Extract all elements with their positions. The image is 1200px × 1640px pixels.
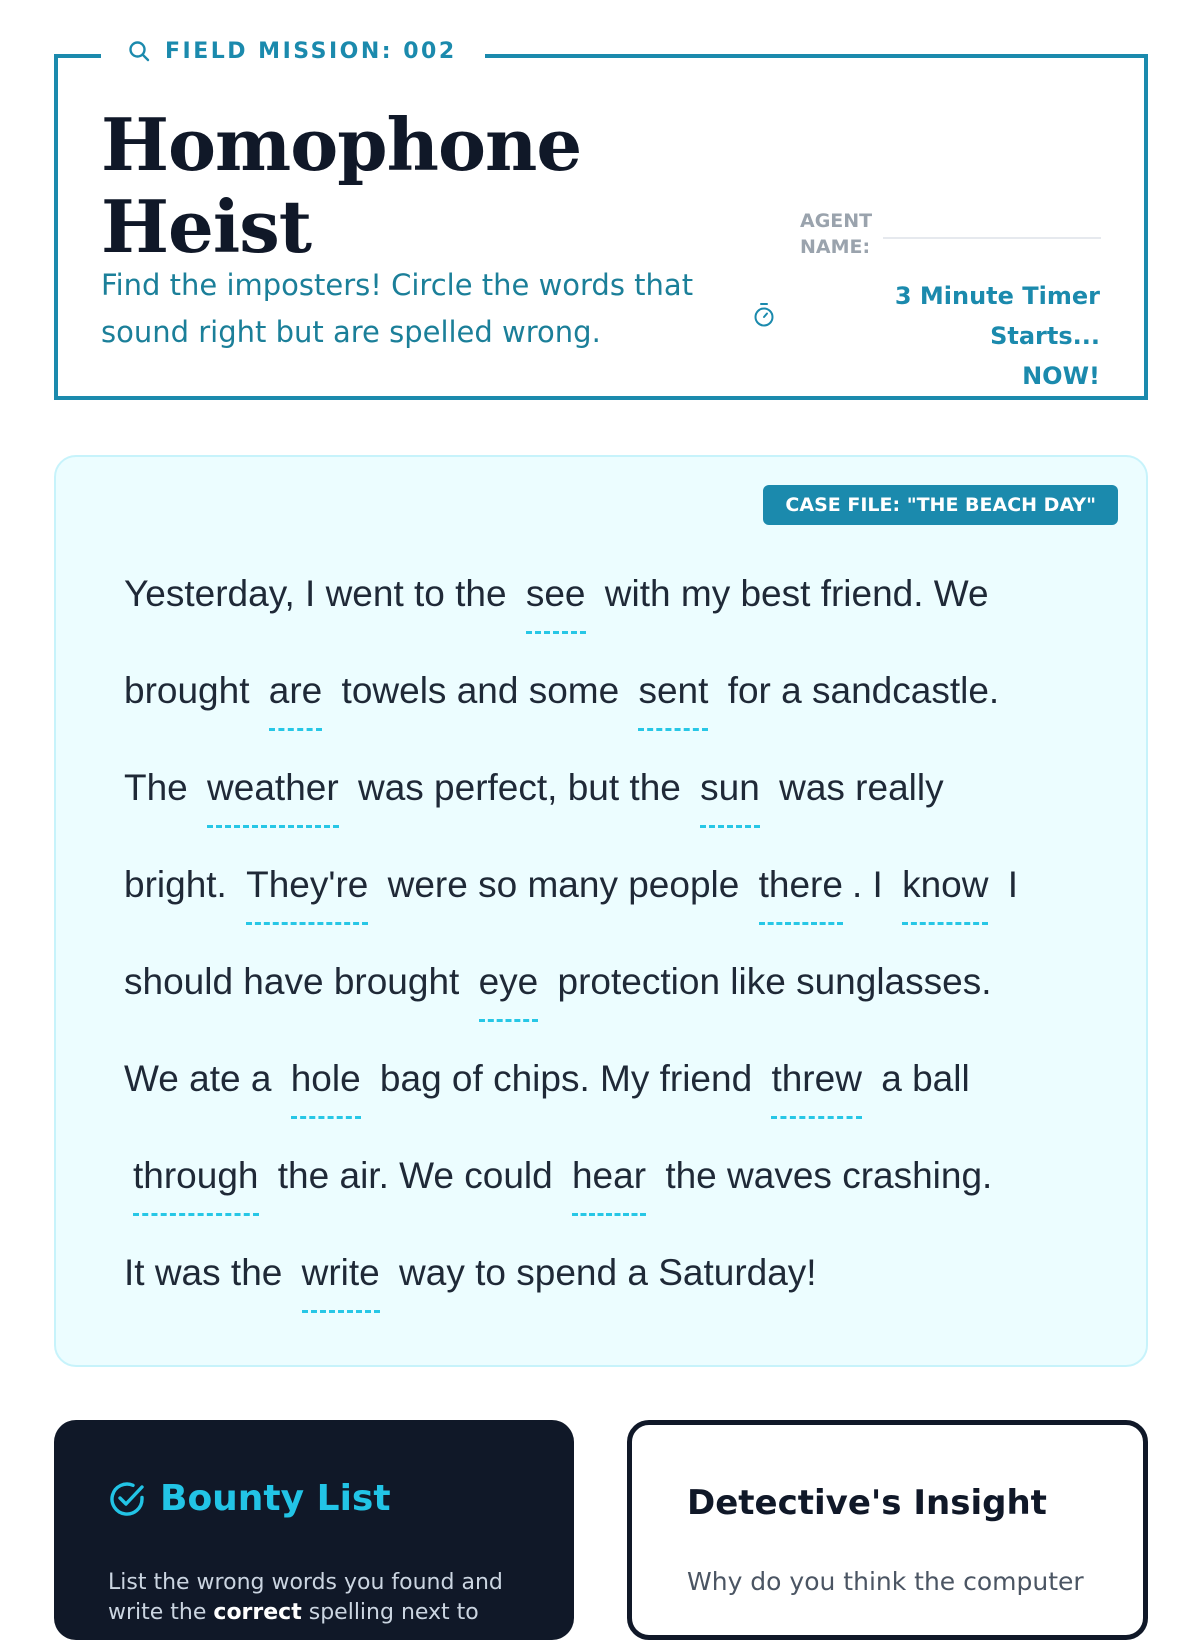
bounty-text-end: spelling next to xyxy=(301,1600,479,1625)
target-word[interactable]: sun xyxy=(691,739,769,836)
case-file-badge: CASE FILE: "THE BEACH DAY" xyxy=(763,485,1118,525)
story-line xyxy=(124,545,1124,642)
story-line xyxy=(124,1224,1124,1321)
timer-line-2: NOW! xyxy=(1022,362,1100,390)
bounty-text-start: List the wrong words you found and write the xyxy=(108,1570,503,1625)
story-card xyxy=(54,455,1148,1367)
story-text-segment: bright. xyxy=(124,864,238,905)
story-line xyxy=(124,739,1124,836)
stopwatch-icon xyxy=(752,302,776,328)
target-word[interactable]: weather xyxy=(198,739,348,836)
search-icon xyxy=(127,39,151,63)
target-word[interactable]: hole xyxy=(282,1030,370,1127)
story-text-segment: the air. We could xyxy=(267,1155,563,1196)
story-text-segment: The xyxy=(124,767,199,808)
bounty-list-title xyxy=(108,1478,391,1519)
mission-label: FIELD MISSION: 002 xyxy=(165,38,457,64)
story-text-segment: the waves crashing. xyxy=(655,1155,993,1196)
story-line xyxy=(124,933,1124,1030)
story-text-segment: protection like sunglasses. xyxy=(547,961,992,1002)
timer-text xyxy=(780,276,1100,396)
subtitle: Find the imposters! Circle the words that sound right but are spelled wrong. xyxy=(101,268,694,349)
agent-name-label: AGENT NAME: xyxy=(800,210,873,258)
story-line xyxy=(124,642,1124,739)
timer-line-1: 3 Minute Timer Starts... xyxy=(894,282,1100,350)
story-text-segment: brought xyxy=(124,670,260,711)
page-title xyxy=(101,104,581,268)
target-word[interactable]: hear xyxy=(563,1127,655,1224)
title-line-1: Homophone xyxy=(101,102,582,187)
target-word[interactable]: there xyxy=(750,836,852,933)
story-text-segment: with my best friend. We xyxy=(594,573,989,614)
target-word[interactable]: They're xyxy=(237,836,377,933)
story-text-segment: way to spend a Saturday! xyxy=(388,1252,817,1293)
insight-question: Why do you think the computer xyxy=(687,1567,1084,1596)
title-line-2: Heist xyxy=(101,184,311,269)
story-text-segment: should have brought xyxy=(124,961,470,1002)
story-text-segment: was perfect, but the xyxy=(347,767,692,808)
story-line xyxy=(124,1127,1124,1224)
target-word[interactable]: see xyxy=(517,545,595,642)
target-word[interactable]: sent xyxy=(629,642,717,739)
story-text-segment: We ate a xyxy=(124,1058,282,1099)
target-word[interactable]: are xyxy=(260,642,331,739)
story-text-segment: Yesterday, I went to the xyxy=(124,573,517,614)
bounty-list-heading: Bounty List xyxy=(160,1478,391,1519)
story-line xyxy=(124,836,1124,933)
story-text xyxy=(124,545,1124,1321)
story-text-segment: a ball xyxy=(870,1058,970,1099)
bounty-instructions xyxy=(108,1568,528,1628)
check-circle-icon xyxy=(108,1480,146,1518)
story-line xyxy=(124,1030,1124,1127)
agent-name-field[interactable] xyxy=(883,237,1101,239)
target-word[interactable]: threw xyxy=(762,1030,870,1127)
target-word[interactable]: through xyxy=(124,1127,268,1224)
story-text-segment: was really xyxy=(768,767,944,808)
story-text-segment: towels and some xyxy=(331,670,630,711)
insight-title: Detective's Insight xyxy=(687,1483,1047,1523)
story-text-segment: I xyxy=(997,864,1019,905)
detective-insight-card xyxy=(627,1420,1148,1640)
story-text-segment: were so many people xyxy=(377,864,750,905)
target-word[interactable]: know xyxy=(893,836,997,933)
story-text-segment: It was the xyxy=(124,1252,293,1293)
target-word[interactable]: eye xyxy=(470,933,548,1030)
story-text-segment: . I xyxy=(851,864,894,905)
mission-tag xyxy=(101,30,485,72)
story-text-segment: for a sandcastle. xyxy=(717,670,1000,711)
story-text-segment: bag of chips. My friend xyxy=(369,1058,763,1099)
bounty-text-bold: correct xyxy=(213,1600,302,1625)
bounty-list-card xyxy=(54,1420,574,1640)
target-word[interactable]: write xyxy=(293,1224,389,1321)
